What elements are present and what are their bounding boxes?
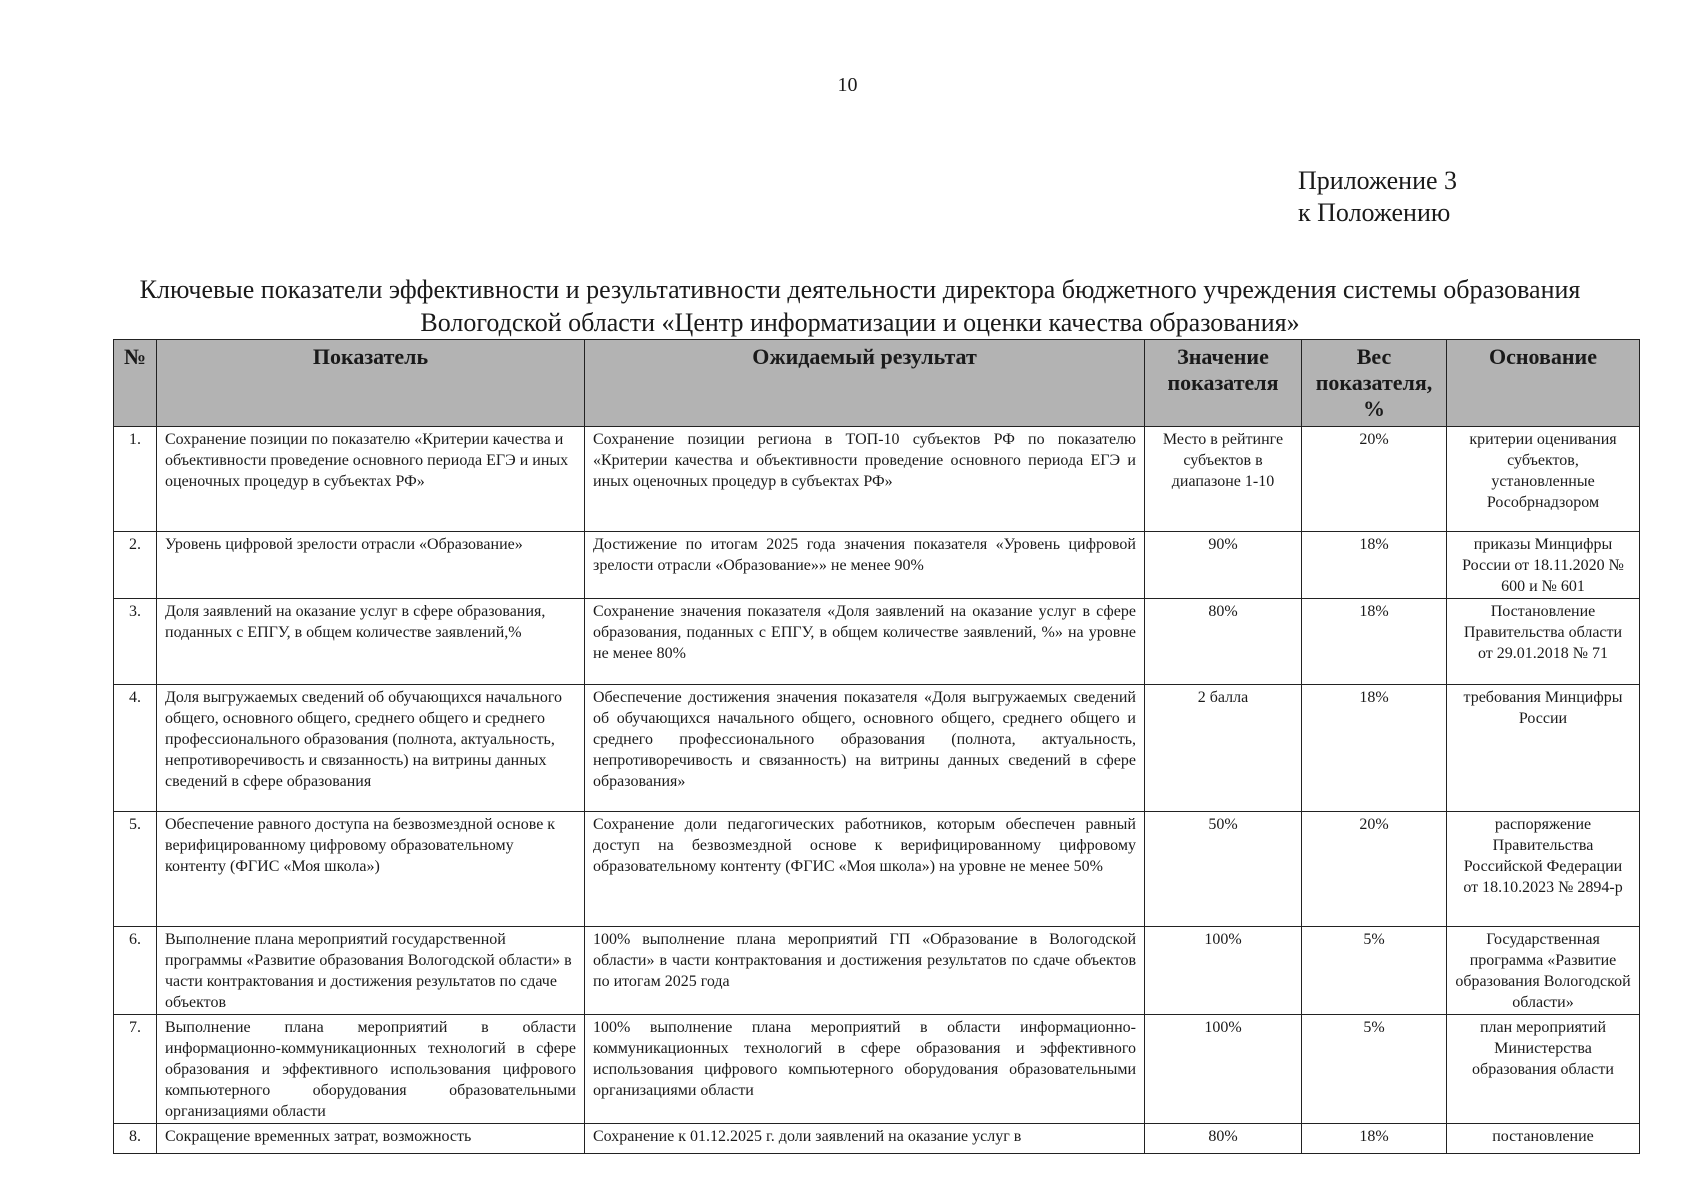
row-value: 2 балла [1145, 685, 1302, 812]
page-number: 10 [837, 74, 858, 96]
row-indicator: Доля выгружаемых сведений об обучающихся начального общего, основного общего, среднего общего и среднего профессионального образования (полнота, актуальность, непротиворечивость и связанность) на витрины данных сведений в сфере образования [157, 685, 585, 812]
table-header-row [114, 340, 1640, 427]
header-basis: Основание [1447, 340, 1640, 427]
row-expected: Сохранение позиции региона в ТОП-10 субъектов РФ по показателю «Критерии качества и объективности проведение основного периода ЕГЭ и иных оценочных процедур в субъектах РФ» [585, 427, 1145, 532]
row-weight: 20% [1302, 812, 1447, 927]
row-indicator: Выполнение плана мероприятий государственной программы «Развитие образования Вологодской области» в части контрактования и достижения результатов по сдаче объектов [157, 927, 585, 1015]
row-basis: план мероприятий Министерства образования области [1447, 1015, 1640, 1124]
header-indicator: Показатель [157, 340, 585, 427]
table-row [114, 599, 1640, 685]
table-row [114, 685, 1640, 812]
row-weight: 5% [1302, 927, 1447, 1015]
row-value: 100% [1145, 1015, 1302, 1124]
row-expected: 100% выполнение плана мероприятий в области информационно-коммуникационных технологий в сфере образования и эффективного использования цифрового компьютерного оборудования образовательными организациями области [585, 1015, 1145, 1124]
row-basis-text: постановление [1492, 1128, 1594, 1145]
appendix-line-1: Приложение 3 [1298, 166, 1458, 195]
row-expected: Сохранение доли педагогических работников, которым обеспечен равный доступ на безвозмездной основе к верифицированному цифровому образовательному контенту (ФГИС «Моя школа») на уровне не менее 50% [585, 812, 1145, 927]
row-indicator: Обеспечение равного доступа на безвозмездной основе к верифицированному цифровому образовательному контенту (ФГИС «Моя школа») [157, 812, 585, 927]
row-num: 6. [114, 927, 157, 1015]
table-row [114, 532, 1640, 599]
row-basis: приказы Минцифры России от 18.11.2020 № 600 и № 601 [1447, 532, 1640, 599]
row-num: 1. [114, 427, 157, 532]
row-num: 5. [114, 812, 157, 927]
table-row [114, 1015, 1640, 1124]
row-indicator-text: Сокращение временных затрат, возможность [165, 1128, 472, 1145]
row-weight: 18% [1302, 685, 1447, 812]
table-row [114, 1124, 1640, 1154]
document-title: Ключевые показатели эффективности и результативности деятельности директора бюджетного учреждения системы образования Вологодской области «Центр информатизации и оценки качества образования» [139, 275, 1581, 337]
row-value: 50% [1145, 812, 1302, 927]
row-basis: критерии оценивания субъектов, установленные Рособрнадзором [1447, 427, 1640, 532]
table-row [114, 812, 1640, 927]
row-expected: Сохранение значения показателя «Доля заявлений на оказание услуг в сфере образования, поданных с ЕПГУ, в общем количестве заявлений, %» на уровне не менее 80% [585, 599, 1145, 685]
header-value: Значение показателя [1145, 340, 1302, 427]
row-value: 80% [1145, 599, 1302, 685]
row-basis: Государственная программа «Развитие образования Вологодской области» [1447, 927, 1640, 1015]
row-expected: Обеспечение достижения значения показателя «Доля выгружаемых сведений об обучающихся начального общего, основного общего, среднего общего и среднего профессионального образования (полнота, актуальность, непротиворечивость и связанность) на витрины данных сведений в сфере образования» [585, 685, 1145, 812]
row-basis [1447, 1124, 1640, 1154]
row-indicator: Доля заявлений на оказание услуг в сфере образования, поданных с ЕПГУ, в общем количестве заявлений,% [157, 599, 585, 685]
header-num: № [114, 340, 157, 427]
row-weight: 18% [1302, 532, 1447, 599]
row-value: Место в рейтинге субъектов в диапазоне 1-10 [1145, 427, 1302, 532]
row-weight-text: 18% [1359, 1128, 1389, 1145]
row-indicator [157, 1124, 585, 1154]
row-basis: требования Минцифры России [1447, 685, 1640, 812]
row-weight: 5% [1302, 1015, 1447, 1124]
header-weight: Вес показателя, % [1302, 340, 1447, 427]
row-num: 3. [114, 599, 157, 685]
row-indicator: Сохранение позиции по показателю «Критерии качества и объективности проведение основного периода ЕГЭ и иных оценочных процедур в субъектах РФ» [157, 427, 585, 532]
row-num: 7. [114, 1015, 157, 1124]
row-basis: распоряжение Правительства Российской Федерации от 18.10.2023 № 2894-р [1447, 812, 1640, 927]
row-num [114, 1124, 157, 1154]
appendix-caption [1298, 165, 1457, 229]
kpi-table [113, 339, 1640, 1154]
row-indicator: Выполнение плана мероприятий в области информационно-коммуникационных технологий в сфере образования и эффективного использования цифрового компьютерного оборудования образовательными организациями области [157, 1015, 585, 1124]
row-weight: 20% [1302, 427, 1447, 532]
row-basis: Постановление Правительства области от 29.01.2018 № 71 [1447, 599, 1640, 685]
row-value: 100% [1145, 927, 1302, 1015]
row-expected: 100% выполнение плана мероприятий ГП «Образование в Вологодской области» в части контрактования и достижения результатов по сдаче объектов по итогам 2025 года [585, 927, 1145, 1015]
appendix-line-2: к Положению [1298, 198, 1451, 227]
row-num-text: 8. [129, 1128, 141, 1145]
header-expected: Ожидаемый результат [585, 340, 1145, 427]
row-weight [1302, 1124, 1447, 1154]
row-expected-text: Сохранение к 01.12.2025 г. доли заявлений на оказание услуг в [593, 1128, 1022, 1145]
row-value-text: 80% [1208, 1128, 1238, 1145]
row-value [1145, 1124, 1302, 1154]
row-indicator: Уровень цифровой зрелости отрасли «Образование» [157, 532, 585, 599]
row-value: 90% [1145, 532, 1302, 599]
row-num: 2. [114, 532, 157, 599]
table-row [114, 927, 1640, 1015]
row-weight: 18% [1302, 599, 1447, 685]
row-expected [585, 1124, 1145, 1154]
row-num: 4. [114, 685, 157, 812]
row-expected: Достижение по итогам 2025 года значения показателя «Уровень цифровой зрелости отрасли «Образование»» не менее 90% [585, 532, 1145, 599]
table-row [114, 427, 1640, 532]
